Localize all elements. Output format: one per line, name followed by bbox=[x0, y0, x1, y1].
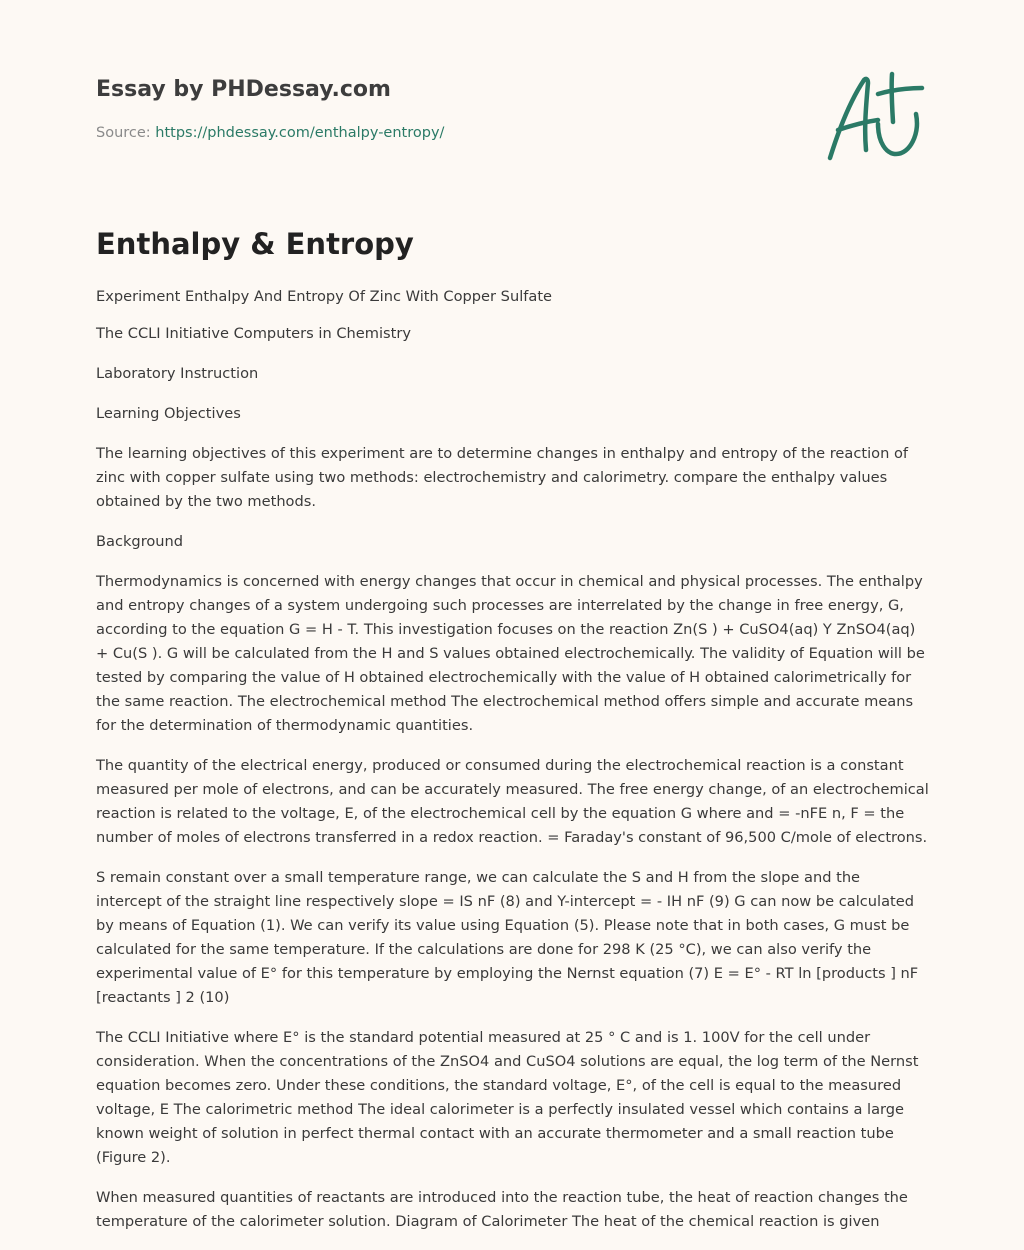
paragraph: The CCLI Initiative Computers in Chemistry bbox=[96, 325, 411, 342]
essay-title: Enthalpy & Entropy bbox=[96, 227, 414, 261]
paragraph: The CCLI Initiative where E° is the standard potential measured at 25 ° C and is 1. 100V for the cell under consideration. When the concentrations of the ZnSO4 and CuSO4 solutions are equal, the log term of the Nernst equation becomes zero. Under these conditions, the standard voltage, E°, of the cell is equal to the measured voltage, E The calorimetric method The ideal calorimeter is a perfectly insulated vessel which contains a large known weight of solution in perfect thermal contact with an accurate thermometer and a small reaction tube (Figure 2). bbox=[96, 1029, 919, 1166]
a-plus-logo-icon bbox=[820, 66, 930, 166]
paragraph: Laboratory Instruction bbox=[96, 365, 259, 382]
source-label: Source: bbox=[96, 125, 151, 141]
paragraph: Thermodynamics is concerned with energy changes that occur in chemical and physical processes. The enthalpy and entropy changes of a system undergoing such processes are interrelated by the change in free energy, G, according to the equation G = H - T. This investigation focuses on the reaction Zn(S ) + CuSO4(aq) Y ZnSO4(aq) + Cu(S ). G will be calculated from the H and S values obtained electrochemically. The validity of Equation will be tested by comparing the value of H obtained electrochemically with the value of H obtained calorimetrically for the same reaction. The electrochemical method The electrochemical method offers simple and accurate means for the determination of thermodynamic quantities. bbox=[96, 573, 925, 734]
paragraph: When measured quantities of reactants are introduced into the reaction tube, the heat of reaction changes the temperature of the calorimeter solution. Diagram of Calorimeter The heat of the chemical reaction is given bbox=[96, 1189, 908, 1230]
paragraph: Experiment Enthalpy And Entropy Of Zinc With Copper Sulfate bbox=[96, 288, 553, 305]
page-header bbox=[96, 76, 936, 142]
paragraph: Learning Objectives bbox=[96, 405, 241, 422]
source-link[interactable]: https://phdessay.com/enthalpy-entropy/ bbox=[155, 125, 445, 141]
paragraph: S remain constant over a small temperature range, we can calculate the S and H from the slope and the intercept of the straight line respectively slope = IS nF (8) and Y-intercept = - IH nF (9) G can now be calculated by means of Equation (1). We can verify its value using Equation (5). Please note that in both cases, G must be calculated for the same temperature. If the calculations are done for 298 K (25 °C), we can also verify the experimental value of E° for this temperature by employing the Nernst equation (7) E = E° - RT ln [products ] nF [reactants ] 2 (10) bbox=[96, 869, 919, 1006]
essay-content bbox=[96, 224, 930, 1250]
paragraph: The learning objectives of this experiment are to determine changes in enthalpy and entropy of the reaction of zinc with copper sulfate using two methods: electrochemistry and calorimetry. compare the enthalpy values obtained by the two methods. bbox=[96, 445, 909, 510]
source-line bbox=[96, 124, 936, 142]
paragraph: Background bbox=[96, 533, 184, 550]
site-title: Essay by PHDessay.com bbox=[96, 77, 391, 102]
paragraph: The quantity of the electrical energy, produced or consumed during the electrochemical reaction is a constant measured per mole of electrons, and can be accurately measured. The free energy change, of an electrochemical reaction is related to the voltage, E, of the electrochemical cell by the equation G where and = -nFE n, F = the number of moles of electrons transferred in a redox reaction. = Faraday's constant of 96,500 C/mole of electrons. bbox=[96, 757, 929, 846]
